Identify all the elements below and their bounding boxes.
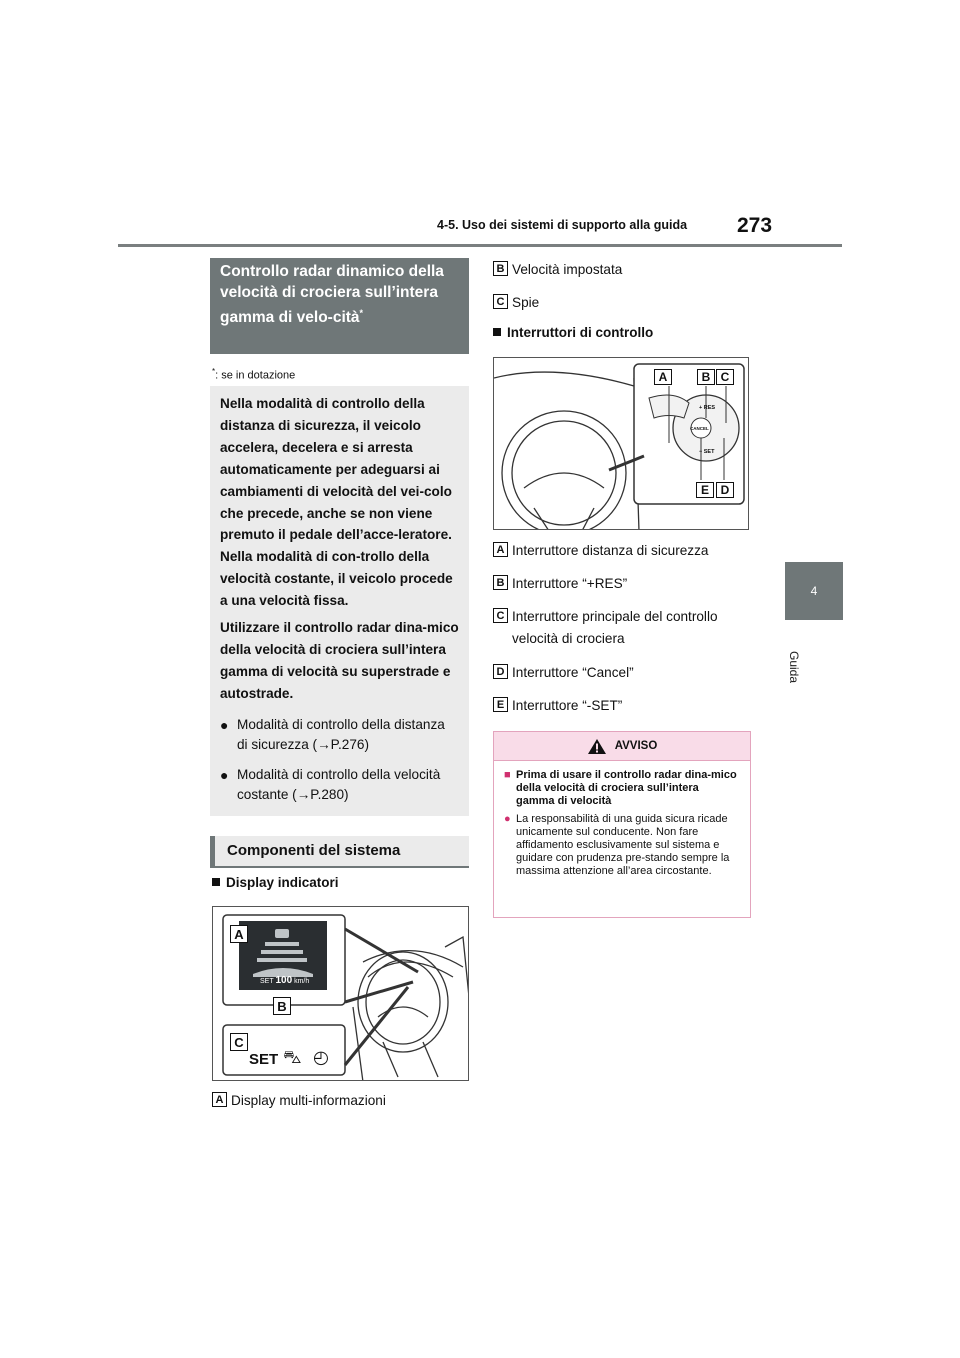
warning-heading-row xyxy=(504,769,740,808)
figure-label-e: E xyxy=(696,482,714,498)
item-text: Interruttore “+RES” xyxy=(512,576,628,591)
chapter-number: 4 xyxy=(810,584,818,598)
switches-subheading xyxy=(493,325,653,340)
square-bullet-icon xyxy=(212,878,220,886)
display-item xyxy=(493,292,539,314)
intro-bullet xyxy=(220,765,459,805)
item-letter-badge: D xyxy=(493,664,508,679)
item-text: Spie xyxy=(512,295,540,310)
system-components-heading: Componenti del sistema xyxy=(210,836,469,866)
warning-triangle-icon xyxy=(587,738,607,755)
item-letter-badge: C xyxy=(493,608,508,623)
screen-speed-value: 100 xyxy=(275,975,293,986)
section-title: Controllo radar dinamico della velocità di crociera sull’intera gamma di velo-cità xyxy=(220,263,444,327)
distance-indicator-icon: ⛍ xyxy=(283,1047,302,1067)
running-header: 4-5. Uso dei sistemi di supporto alla guida xyxy=(437,218,688,232)
figure-label-a: A xyxy=(230,925,248,943)
warning-box xyxy=(493,731,751,918)
figure-label-b: B xyxy=(273,997,291,1015)
chapter-tab xyxy=(785,562,843,620)
figure-label-a: A xyxy=(654,369,672,385)
warning-text: La responsabilità di una guida sicura ricade unicamente sul conducente. Non fare affidamento esclusivamente sul sistema e guidare con prudenza pre-stando sempre la massima attenzione all’area circostante. xyxy=(516,813,730,877)
switch-item xyxy=(493,573,627,595)
warning-text-row xyxy=(504,813,740,878)
set-indicator: SET xyxy=(249,1051,279,1068)
display-subheading xyxy=(212,875,339,890)
warning-title: AVVISO xyxy=(614,740,658,752)
intro-bullet xyxy=(220,715,459,755)
figure-label-c: C xyxy=(716,369,734,385)
bullet-icon: ● xyxy=(220,716,229,733)
display-item xyxy=(212,1090,386,1112)
bullet-icon: ● xyxy=(220,766,229,783)
control-switches-figure xyxy=(493,357,749,530)
display-indicator-figure xyxy=(212,906,469,1081)
item-text: Interruttore principale del controllo velocità di crociera xyxy=(512,609,718,646)
screen-set-text: SET xyxy=(260,978,274,985)
screen-speed-unit: km/h xyxy=(294,978,310,985)
item-letter-badge: C xyxy=(493,294,508,309)
switch-item xyxy=(493,540,708,562)
screen-set-speed xyxy=(260,975,309,986)
intro-paragraph-1: Nella modalità di controllo della distanza di sicurezza, il veicolo accelera, decelera e si arresta automaticamente per adeguarsi ai cambiamenti di velocità del vei-colo che precede, anche se non viene premuto il pedale dell’acce-leratore. Nella modalità di con-trollo della velocità costante, il veicolo procede a una velocità fissa. xyxy=(220,396,453,609)
intro-bullet-text[interactable]: Modalità di controllo della distanza di sicurezza (→P.276) xyxy=(237,716,445,752)
switch-item xyxy=(493,695,622,717)
footnote-text: : se in dotazione xyxy=(215,369,296,382)
cancel-button-label: CANCEL xyxy=(690,426,709,431)
switches-subheading-text: Interruttori di controllo xyxy=(507,325,654,340)
intro-paragraph-2: Utilizzare il controllo radar dina-mico della velocità di crociera sull’intera gamma di velocità su superstrade e autostrade. xyxy=(220,620,459,701)
square-bullet-icon xyxy=(493,328,501,336)
item-text: Interruttore distanza di sicurezza xyxy=(512,543,709,558)
figure-label-b: B xyxy=(697,369,715,385)
item-text: Interruttore “Cancel” xyxy=(512,665,634,680)
title-footnote-marker: * xyxy=(359,308,364,318)
header-divider xyxy=(118,244,842,247)
chapter-label-text: Guida xyxy=(787,651,801,684)
footnote-marker: * xyxy=(212,367,216,376)
item-letter-badge: B xyxy=(493,261,508,276)
item-text: Velocità impostata xyxy=(512,262,623,277)
item-letter-badge: A xyxy=(212,1092,227,1107)
pink-dot-icon: ● xyxy=(504,813,511,825)
display-subheading-text: Display indicatori xyxy=(226,875,339,890)
section-title-box xyxy=(210,258,469,354)
footnote xyxy=(212,367,295,382)
warning-heading: Prima di usare il controllo radar dina-mico della velocità di crociera sull’intera gamma di velocità xyxy=(516,769,737,807)
item-letter-badge: B xyxy=(493,575,508,590)
cruise-indicator-icon: ◴ xyxy=(313,1047,329,1067)
item-text: Interruttore “-SET” xyxy=(512,698,623,713)
item-text: Display multi-informazioni xyxy=(231,1093,386,1108)
intro-box xyxy=(210,386,469,816)
switch-item xyxy=(493,662,634,684)
warning-header xyxy=(494,732,750,761)
intro-bullet-text[interactable]: Modalità di controllo della velocità costante (→P.280) xyxy=(237,766,441,802)
switch-item xyxy=(493,606,748,650)
pink-square-icon: ■ xyxy=(504,769,511,781)
set-button-label: − SET xyxy=(699,449,715,455)
figure-label-c: C xyxy=(230,1033,248,1051)
figure-label-d: D xyxy=(716,482,734,498)
page-number: 273 xyxy=(737,214,773,237)
item-letter-badge: A xyxy=(493,542,508,557)
chapter-label xyxy=(781,651,809,711)
warning-body xyxy=(494,761,750,878)
res-button-label: + RES xyxy=(699,405,716,411)
display-item xyxy=(493,259,622,281)
item-letter-badge: E xyxy=(493,697,508,712)
